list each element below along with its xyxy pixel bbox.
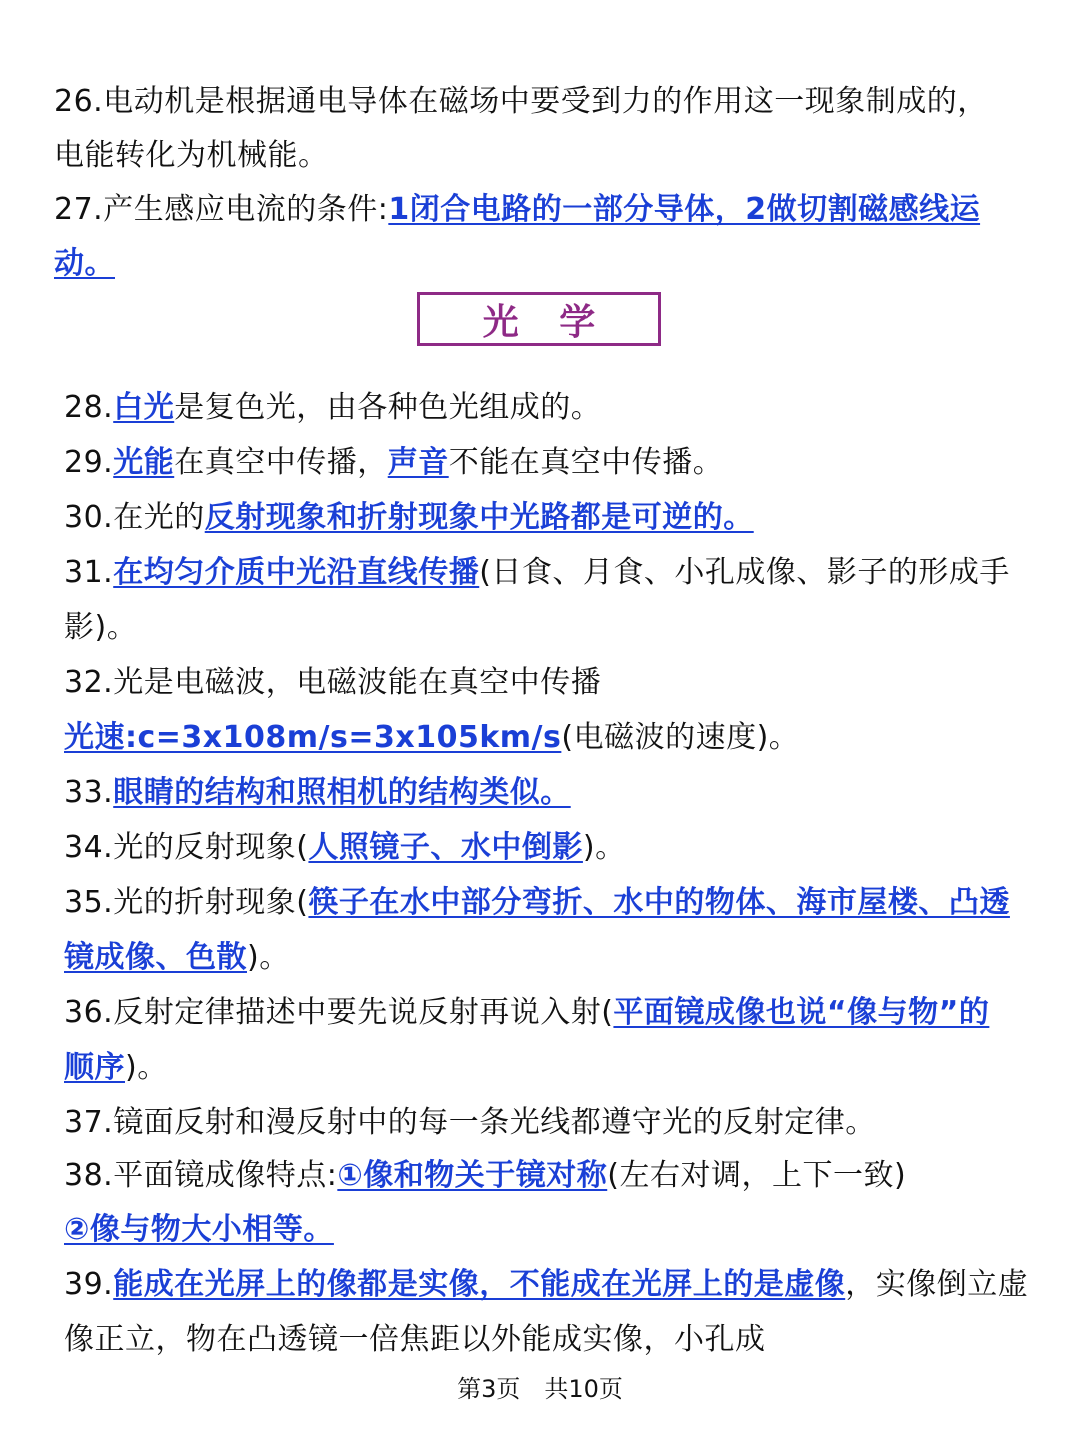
item-36-suffix: )。 (125, 1050, 168, 1085)
item-36-prefix: 36.反射定律描述中要先说反射再说入射( (64, 995, 614, 1030)
item-28-highlight: 白光 (113, 390, 175, 425)
item-31-line-1 (64, 553, 1010, 593)
item-35-suffix: )。 (247, 940, 290, 975)
item-38-highlight-1: ①像和物关于镜对称 (337, 1158, 608, 1193)
item-28 (64, 388, 601, 428)
item-39-number: 39. (64, 1267, 114, 1302)
item-34-suffix: )。 (582, 830, 626, 865)
item-29-highlight-1: 光能 (113, 445, 175, 480)
item-30-prefix: 30.在光的 (64, 500, 205, 535)
section-heading-box (417, 292, 661, 346)
item-26-line-1: 26.电动机是根据通电导体在磁场中要受到力的作用这一现象制成的， (54, 84, 988, 119)
item-27-highlight-1: 1闭合电路的一部分导体，2做切割磁感线运 (388, 192, 981, 227)
page-total: 共10页 (544, 1375, 623, 1403)
item-35-prefix: 35.光的折射现象( (64, 885, 309, 920)
item-38-text: (左右对调，上下一致) (607, 1158, 907, 1193)
item-38-line-1 (64, 1156, 906, 1196)
item-34-highlight: 人照镜子、水中倒影 (308, 830, 583, 865)
item-29-text-mid: 在真空中传播， (174, 445, 388, 480)
item-26-line-2: 电能转化为机械能。 (54, 138, 329, 173)
item-39-highlight: 能成在光屏上的像都是实像，不能成在光屏上的是虚像 (113, 1267, 846, 1302)
item-35-highlight-2: 镜成像、色散 (64, 940, 247, 975)
item-36-highlight-2: 顺序 (64, 1050, 125, 1085)
item-35-highlight-1: 筷子在水中部分弯折、水中的物体、海市屋楼、凸透 (308, 885, 1010, 920)
item-33-number: 33. (64, 775, 114, 810)
item-33-highlight: 眼睛的结构和照相机的结构类似。 (113, 775, 571, 810)
item-35-line-1 (64, 883, 1010, 923)
item-39-line-2: 像正立，物在凸透镜一倍焦距以外能成实像，小孔成 (64, 1322, 766, 1357)
item-27-highlight-2: 动。 (54, 246, 115, 281)
item-29-text: 不能在真空中传播。 (448, 445, 724, 480)
item-32-highlight: 光速:c=3x108m/s=3x105km/s (64, 720, 562, 755)
item-30 (64, 498, 754, 538)
item-31-highlight: 在均匀介质中光沿直线传播 (113, 555, 480, 590)
item-37: 37.镜面反射和漫反射中的每一条光线都遵守光的反射定律。 (64, 1105, 876, 1140)
item-31-line-2: 影)。 (64, 610, 138, 645)
item-39-text: ，实像倒立虚 (845, 1267, 1029, 1302)
section-title: 光 学 (482, 301, 610, 343)
item-27-line-2 (54, 244, 115, 284)
item-36-line-2 (64, 1048, 168, 1088)
item-38-highlight-2: ②像与物大小相等。 (64, 1212, 334, 1247)
item-36-line-1 (64, 993, 989, 1033)
item-34 (64, 828, 626, 868)
item-29-highlight-2: 声音 (387, 445, 449, 480)
item-32-text: (电磁波的速度)。 (561, 720, 800, 755)
page-footer (0, 1374, 1080, 1404)
page-number: 第3页 (457, 1375, 521, 1403)
item-27-line-1 (54, 190, 980, 230)
item-31-text: (日食、月食、小孔成像、影子的形成手 (479, 555, 1010, 590)
item-39-line-1 (64, 1265, 1028, 1305)
item-30-highlight: 反射现象和折射现象中光路都是可逆的。 (204, 500, 754, 535)
item-32-line-2 (64, 718, 799, 758)
item-33 (64, 773, 571, 813)
item-29-number: 29. (64, 445, 114, 480)
item-32-line-1: 32.光是电磁波，电磁波能在真空中传播 (64, 665, 602, 700)
item-28-number: 28. (64, 390, 114, 425)
item-38-prefix: 38.平面镜成像特点: (64, 1158, 338, 1193)
item-38-line-2 (64, 1210, 334, 1250)
item-27-prefix: 27.产生感应电流的条件: (54, 192, 389, 227)
item-29 (64, 443, 723, 483)
item-31-number: 31. (64, 555, 114, 590)
item-34-prefix: 34.光的反射现象( (64, 830, 309, 865)
item-36-highlight-1: 平面镜成像也说“像与物”的 (613, 995, 990, 1030)
item-28-text: 是复色光，由各种色光组成的。 (174, 390, 602, 425)
item-35-line-2 (64, 938, 290, 978)
